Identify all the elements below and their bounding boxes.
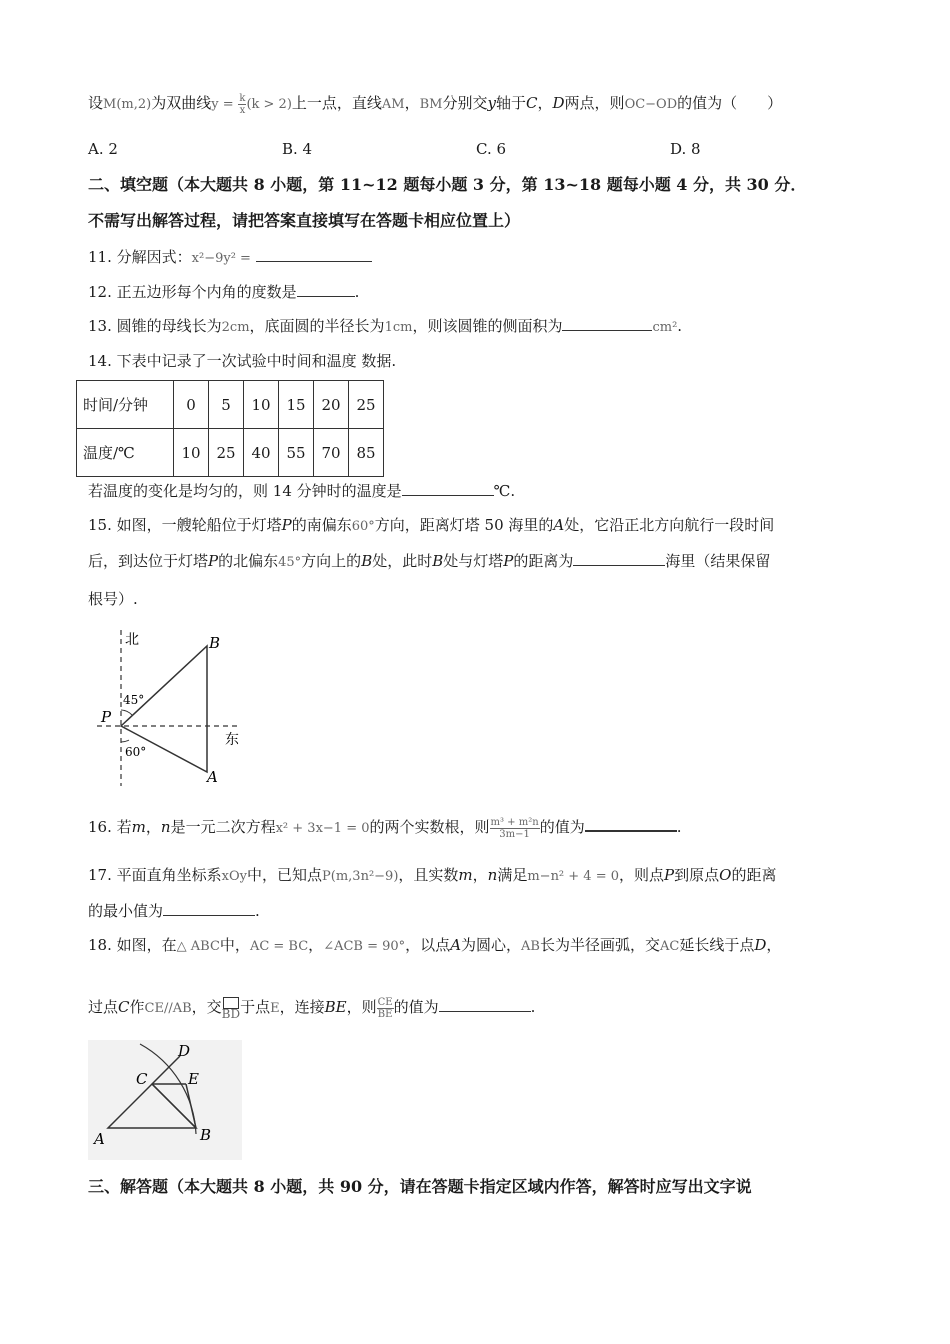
q15-blank [573, 551, 665, 566]
q18-ratio: $\frac{CE}{BE}$ [377, 996, 393, 1020]
q14-question: 若温度的变化是均匀的，则 14 分钟时的温度是 ℃. [88, 482, 516, 500]
table-cell: 10 [174, 429, 209, 477]
q12-blank [297, 282, 355, 297]
q10-curve: y = [211, 97, 234, 112]
q18-arc-bd: BD [222, 997, 240, 1020]
q17-blank [163, 901, 255, 916]
option-d: D. 8 [670, 140, 701, 158]
point-b-label: B [209, 634, 221, 652]
q10-cond: (k > 2) [246, 97, 292, 112]
q10-point-m: M(m,2) [103, 97, 152, 112]
point-a-label: A [94, 1130, 105, 1148]
q15-figure [95, 628, 255, 788]
q10-line: 设M(m,2)为双曲线y = $\frac{k}{x}$ (k > 2)上一点，直线AM，BM分别交y轴于C，D两点，则OC−OD的值为（ ） [88, 92, 783, 116]
q15-line1: 15. 如图，一艘轮船位于灯塔P的南偏东60°方向，距离灯塔 50 海里的A处，它沿正北方向航行一段时间 [88, 516, 775, 534]
q11-blank [256, 247, 372, 262]
point-a-label: A [207, 768, 218, 786]
q18-figure [88, 1040, 242, 1160]
table-cell: 55 [279, 429, 314, 477]
table-cell: 10 [244, 381, 279, 429]
segment-cb [152, 1084, 196, 1128]
point-e-label: E [188, 1070, 199, 1088]
point-c-label: C [136, 1070, 148, 1088]
section3-title: 三、解答题（本大题共 8 小题，共 90 分，请在答题卡指定区域内作答，解答时应写出文字说 [88, 1177, 752, 1196]
q10-text: 上一点，直线 [291, 94, 382, 112]
point-p-label: P [101, 708, 112, 726]
q18-line2: 过点C作CE//AB，交 BD 于点E，连接BE，则 $\frac{CE}{BE}$ 的值为 . [88, 996, 536, 1021]
table-cell: 15 [279, 381, 314, 429]
q10-text: 为双曲线 [151, 94, 212, 112]
q11-expr: x²−9y² = [191, 251, 251, 266]
table-row [77, 381, 384, 429]
q12-line: 12. 正五边形每个内角的度数是 . [88, 283, 360, 301]
q14-blank [402, 481, 494, 496]
triangle-abc [108, 1084, 196, 1128]
angle-60-label: 60° [125, 745, 147, 759]
row-label-temp: 温度/℃ [77, 429, 174, 477]
row-label-time: 时间/分钟 [77, 381, 174, 429]
table-cell: 70 [314, 429, 349, 477]
q10-fraction: $\frac{k}{x}$ [239, 92, 246, 116]
q13-blank [562, 316, 652, 331]
segment-be [186, 1084, 196, 1128]
q16-blank [585, 816, 677, 832]
table-cell: 25 [349, 381, 384, 429]
table-row [77, 429, 384, 477]
q10-bm: BM [419, 97, 443, 112]
section2-title-line2: 不需写出解答过程，请把答案直接填写在答题卡相应位置上） [88, 211, 521, 230]
option-a: A. 2 [88, 140, 118, 158]
table-cell: 40 [244, 429, 279, 477]
section2-title-line1: 二、填空题（本大题共 8 小题，第 11~12 题每小题 3 分，第 13~18 题每小题 4 分，共 30 分． [88, 175, 807, 194]
table-cell: 0 [174, 381, 209, 429]
table-cell: 5 [209, 381, 244, 429]
q15-line2: 后，到达位于灯塔P的北偏东45°方向上的B处，此时B处与灯塔P的距离为 海里（结果保留 [88, 552, 771, 570]
q16-line: 16. 若m，n是一元二次方程x² + 3x−1 = 0的两个实数根，则 $\frac{\text{m³ + m²n}}{3m-1}$ 的值为 . [88, 816, 682, 840]
q18-line1: 18. 如图，在△ ABC中，AC = BC，∠ACB = 90°，以点A为圆心，AB长为半径画弧，交AC延长线于点D， [88, 936, 782, 954]
q10-text: 设 [88, 94, 104, 112]
q13-line: 13. 圆锥的母线长为2cm，底面圆的半径长为1cm，则该圆锥的侧面积为 cm². [88, 317, 683, 335]
q17-line1: 17. 平面直角坐标系xOy中，已知点P(m,3n²−9)，且实数m，n满足m−n² + 4 = 0，则点P到原点O的距离 [88, 866, 777, 884]
q14-table [76, 380, 384, 477]
q17-line2: 的最小值为 . [88, 902, 260, 920]
q10-expr: OC−OD [624, 97, 678, 112]
point-d-label: D [178, 1042, 191, 1060]
point-b-label: B [200, 1126, 212, 1144]
q16-fraction: $\frac{\text{m³ + m²n}}{3m-1}$ [490, 816, 539, 840]
option-c: C. 6 [476, 140, 507, 158]
q15-line3: 根号）. [88, 590, 138, 608]
segment-cd [152, 1056, 180, 1084]
table-cell: 20 [314, 381, 349, 429]
table-cell: 85 [349, 429, 384, 477]
q11-line: 11. 分解因式：x²−9y² = [88, 246, 372, 270]
q10-am: AM [381, 97, 405, 112]
table-cell: 25 [209, 429, 244, 477]
q18-blank [439, 997, 531, 1012]
angle-45-label: 45° [123, 693, 145, 707]
option-b: B. 4 [282, 140, 313, 158]
east-label: 东 [225, 732, 239, 748]
north-label: 北 [125, 632, 139, 648]
q14-intro: 14. 下表中记录了一次试验中时间和温度 数据. [88, 352, 397, 370]
